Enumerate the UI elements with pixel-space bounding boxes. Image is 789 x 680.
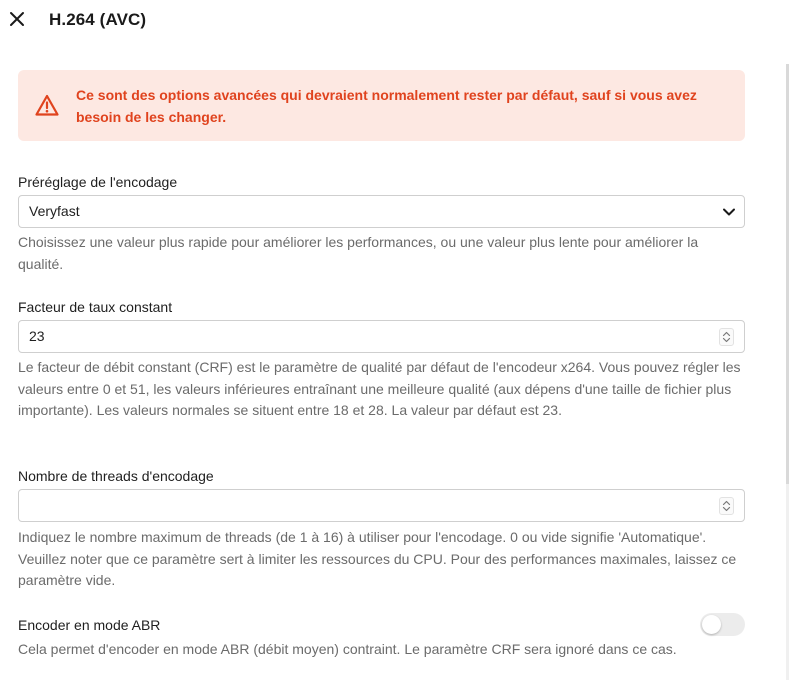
- warning-banner: [18, 70, 745, 141]
- chevron-down-icon: [722, 205, 736, 219]
- abr-toggle[interactable]: [700, 613, 745, 636]
- crf-help-text: Le facteur de débit constant (CRF) est le paramètre de qualité par défaut de l'encodeur x264. Vous pouvez régler les valeurs entre 0 et 51, les valeurs inférieures entraînant une meilleure qualité (aux dépens d'une taille de fichier plus importante). Les valeurs normales se situent entre 18 et 28. La valeur par défaut est 23.: [18, 359, 741, 418]
- crf-input[interactable]: [18, 320, 745, 353]
- stepper-arrows-icon: [720, 498, 733, 514]
- threads-input[interactable]: [18, 489, 745, 522]
- preset-label: Préréglage de l'encodage: [18, 174, 178, 190]
- crf-label: Facteur de taux constant: [18, 299, 173, 315]
- threads-stepper[interactable]: [719, 497, 734, 515]
- abr-help-text: Cela permet d'encoder en mode ABR (débit moyen) contraint. Le paramètre CRF sera ignoré dans ce cas.: [18, 641, 677, 657]
- crf-stepper[interactable]: [719, 328, 734, 346]
- preset-help-text: Choisissez une valeur plus rapide pour améliorer les performances, ou une valeur plus lente pour améliorer la qualité.: [18, 234, 699, 272]
- threads-label: Nombre de threads d'encodage: [18, 468, 214, 484]
- crf-input-value: 23: [29, 328, 45, 344]
- panel-title: H.264 (AVC): [49, 10, 147, 29]
- warning-triangle-icon: [35, 94, 59, 116]
- preset-select[interactable]: [18, 195, 745, 228]
- threads-help-text: Indiquez le nombre maximum de threads (de 1 à 16) à utiliser pour l'encodage. 0 ou vide signifie 'Automatique'. Veuillez noter que ce paramètre sert à limiter les ressources du CPU. Pour des performances maximales, laissez ce paramètre vide.: [18, 529, 737, 588]
- panel-header: [0, 0, 789, 44]
- close-button[interactable]: [6, 8, 28, 30]
- close-icon: [9, 11, 25, 27]
- stepper-arrows-icon: [720, 329, 733, 345]
- toggle-knob: [702, 615, 721, 634]
- abr-label: Encoder en mode ABR: [18, 617, 161, 633]
- warning-text: Ce sont des options avancées qui devraient normalement rester par défaut, sauf si vous avez besoin de les changer.: [76, 87, 697, 125]
- preset-selected-value: Veryfast: [29, 203, 80, 219]
